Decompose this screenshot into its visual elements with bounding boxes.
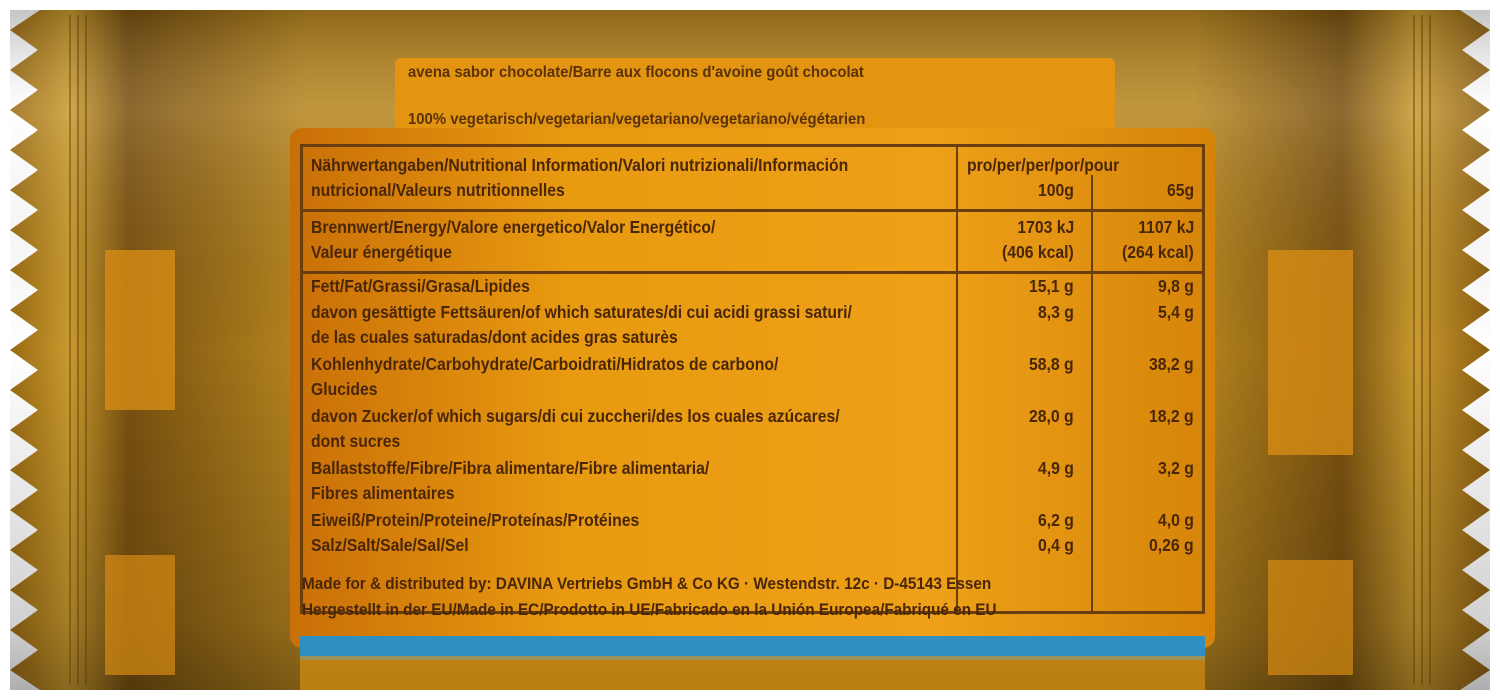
- nutrient-label: davon Zucker/of which sugars/di cui zuccheri/des los cuales azúcares/: [311, 406, 840, 426]
- energy-label-line2: Valeur énergétique: [311, 242, 452, 262]
- nutrient-value-65g: 4,0 g: [1158, 510, 1194, 530]
- nutrient-label-line2: Glucides: [311, 379, 378, 399]
- nutrient-value-100g: 6,2 g: [1038, 510, 1074, 530]
- distributor-line: Made for & distributed by: DAVINA Vertriebs GmbH & Co KG · Westendstr. 12c · D-45143 Essen: [302, 574, 992, 593]
- nutrient-label-line2: de las cuales saturadas/dont acides gras saturès: [311, 327, 678, 347]
- nutrient-value-65g: 38,2 g: [1149, 354, 1194, 374]
- nutrient-value-65g: 3,2 g: [1158, 458, 1194, 478]
- nutrient-label: Ballaststoffe/Fibre/Fibra alimentare/Fibre alimentaria/: [311, 458, 710, 478]
- nutrition-header: [303, 147, 1202, 212]
- energy-65g-kj: 1107 kJ: [1137, 217, 1194, 237]
- nutrient-value-65g: 0,26 g: [1149, 535, 1194, 555]
- nutrient-value-65g: 9,8 g: [1158, 276, 1194, 296]
- nutrient-value-100g: 15,1 g: [1029, 276, 1074, 296]
- nutrient-value-65g: 5,4 g: [1158, 302, 1194, 322]
- product-name-line: avena sabor chocolate/Barre aux flocons d'avoine goût chocolat: [408, 64, 864, 81]
- column-65g-header: 65g: [1166, 180, 1194, 200]
- nutrition-table: [300, 144, 1205, 614]
- label-panel: [290, 56, 1215, 654]
- energy-label-line1: Brennwert/Energy/Valore energetico/Valor Energético/: [311, 217, 716, 237]
- per-label: pro/per/per/por/pour: [967, 155, 1120, 175]
- energy-row: [303, 209, 1202, 274]
- energy-65g-kcal: (264 kcal): [1122, 242, 1194, 262]
- nutrient-value-100g: 4,9 g: [1038, 458, 1074, 478]
- nutrient-label: Salz/Salt/Sale/Sal/Sel: [311, 535, 469, 555]
- nutrient-value-100g: 28,0 g: [1029, 406, 1074, 426]
- vegetarian-line: 100% vegetarisch/vegetarian/vegetariano/vegetariano/végétarien: [408, 111, 866, 128]
- header-title-line2: nutricional/Valeurs nutritionnelles: [311, 180, 565, 200]
- nutrient-label: Kohlenhydrate/Carbohydrate/Carboidrati/Hidratos de carbono/: [311, 354, 779, 374]
- origin-line: Hergestellt in der EU/Made in EC/Prodotto in UE/Fabricado en la Unión Europea/Fabriqué en EU: [302, 600, 997, 619]
- energy-100g-kj: 1703 kJ: [1017, 217, 1074, 237]
- nutrient-value-100g: 8,3 g: [1038, 302, 1074, 322]
- header-title-line1: Nährwertangaben/Nutritional Information/Valori nutrizionali/Información: [311, 155, 849, 175]
- energy-100g-kcal: (406 kcal): [1002, 242, 1074, 262]
- nutrient-value-100g: 0,4 g: [1038, 535, 1074, 555]
- column-100g-header: 100g: [1038, 180, 1074, 200]
- column-divider-left: [956, 147, 958, 611]
- nutrient-label-line2: dont sucres: [311, 431, 401, 451]
- nutrient-label: Eiweiß/Protein/Proteine/Proteínas/Protéines: [311, 510, 640, 530]
- nutrient-label: Fett/Fat/Grassi/Grasa/Lipides: [311, 276, 530, 296]
- nutrient-label-line2: Fibres alimentaires: [311, 483, 455, 503]
- nutrient-label: davon gesättigte Fettsäuren/of which saturates/di cui acidi grassi saturi/: [311, 302, 852, 322]
- column-divider-right: [1091, 175, 1093, 611]
- nutrient-value-100g: 58,8 g: [1029, 354, 1074, 374]
- nutrient-value-65g: 18,2 g: [1149, 406, 1194, 426]
